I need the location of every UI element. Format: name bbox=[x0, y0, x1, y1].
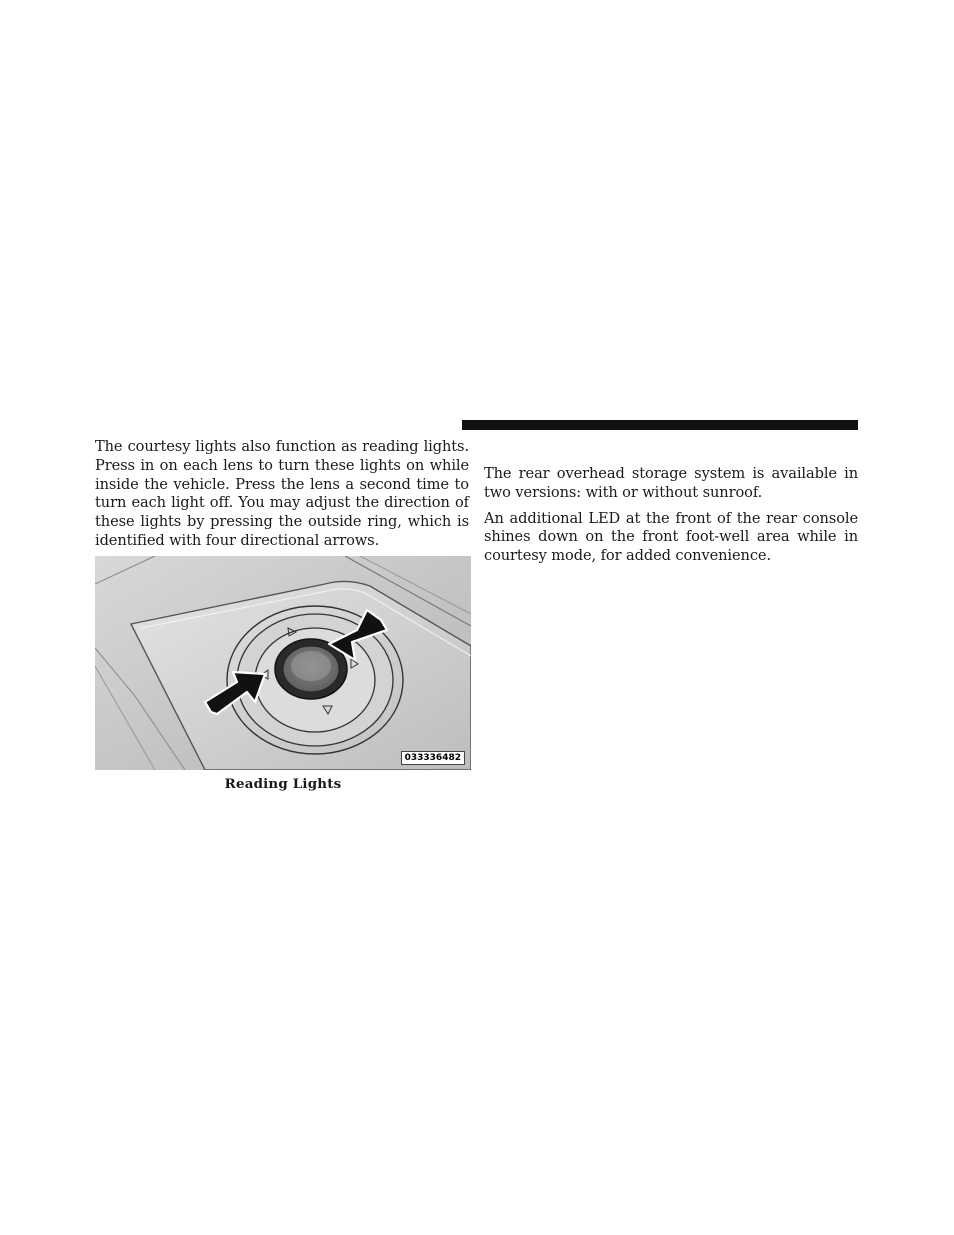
reading-lights-illustration bbox=[95, 556, 471, 770]
figure-caption: Reading Lights bbox=[224, 776, 342, 792]
storage-system-paragraph: The rear overhead storage system is available in two versions: with or without sunroof. bbox=[484, 465, 858, 501]
reading-lights-paragraph: The courtesy lights also function as reading lights. Press in on each lens to turn these lights on while inside the vehicle. Press the lens a second time to turn each light off. You may adjust the direction of these lights by pressing the outside ring, which is identified with four directional arrows. bbox=[95, 438, 469, 549]
section-header-bar bbox=[462, 420, 858, 430]
reading-light-drawing bbox=[95, 556, 471, 770]
led-paragraph: An additional LED at the front of the rear console shines down on the front foot-well area while in courtesy mode, for added convenience. bbox=[484, 509, 858, 565]
right-column bbox=[484, 465, 858, 573]
left-column bbox=[95, 438, 469, 558]
figure-id-label: 033336482 bbox=[401, 751, 465, 765]
